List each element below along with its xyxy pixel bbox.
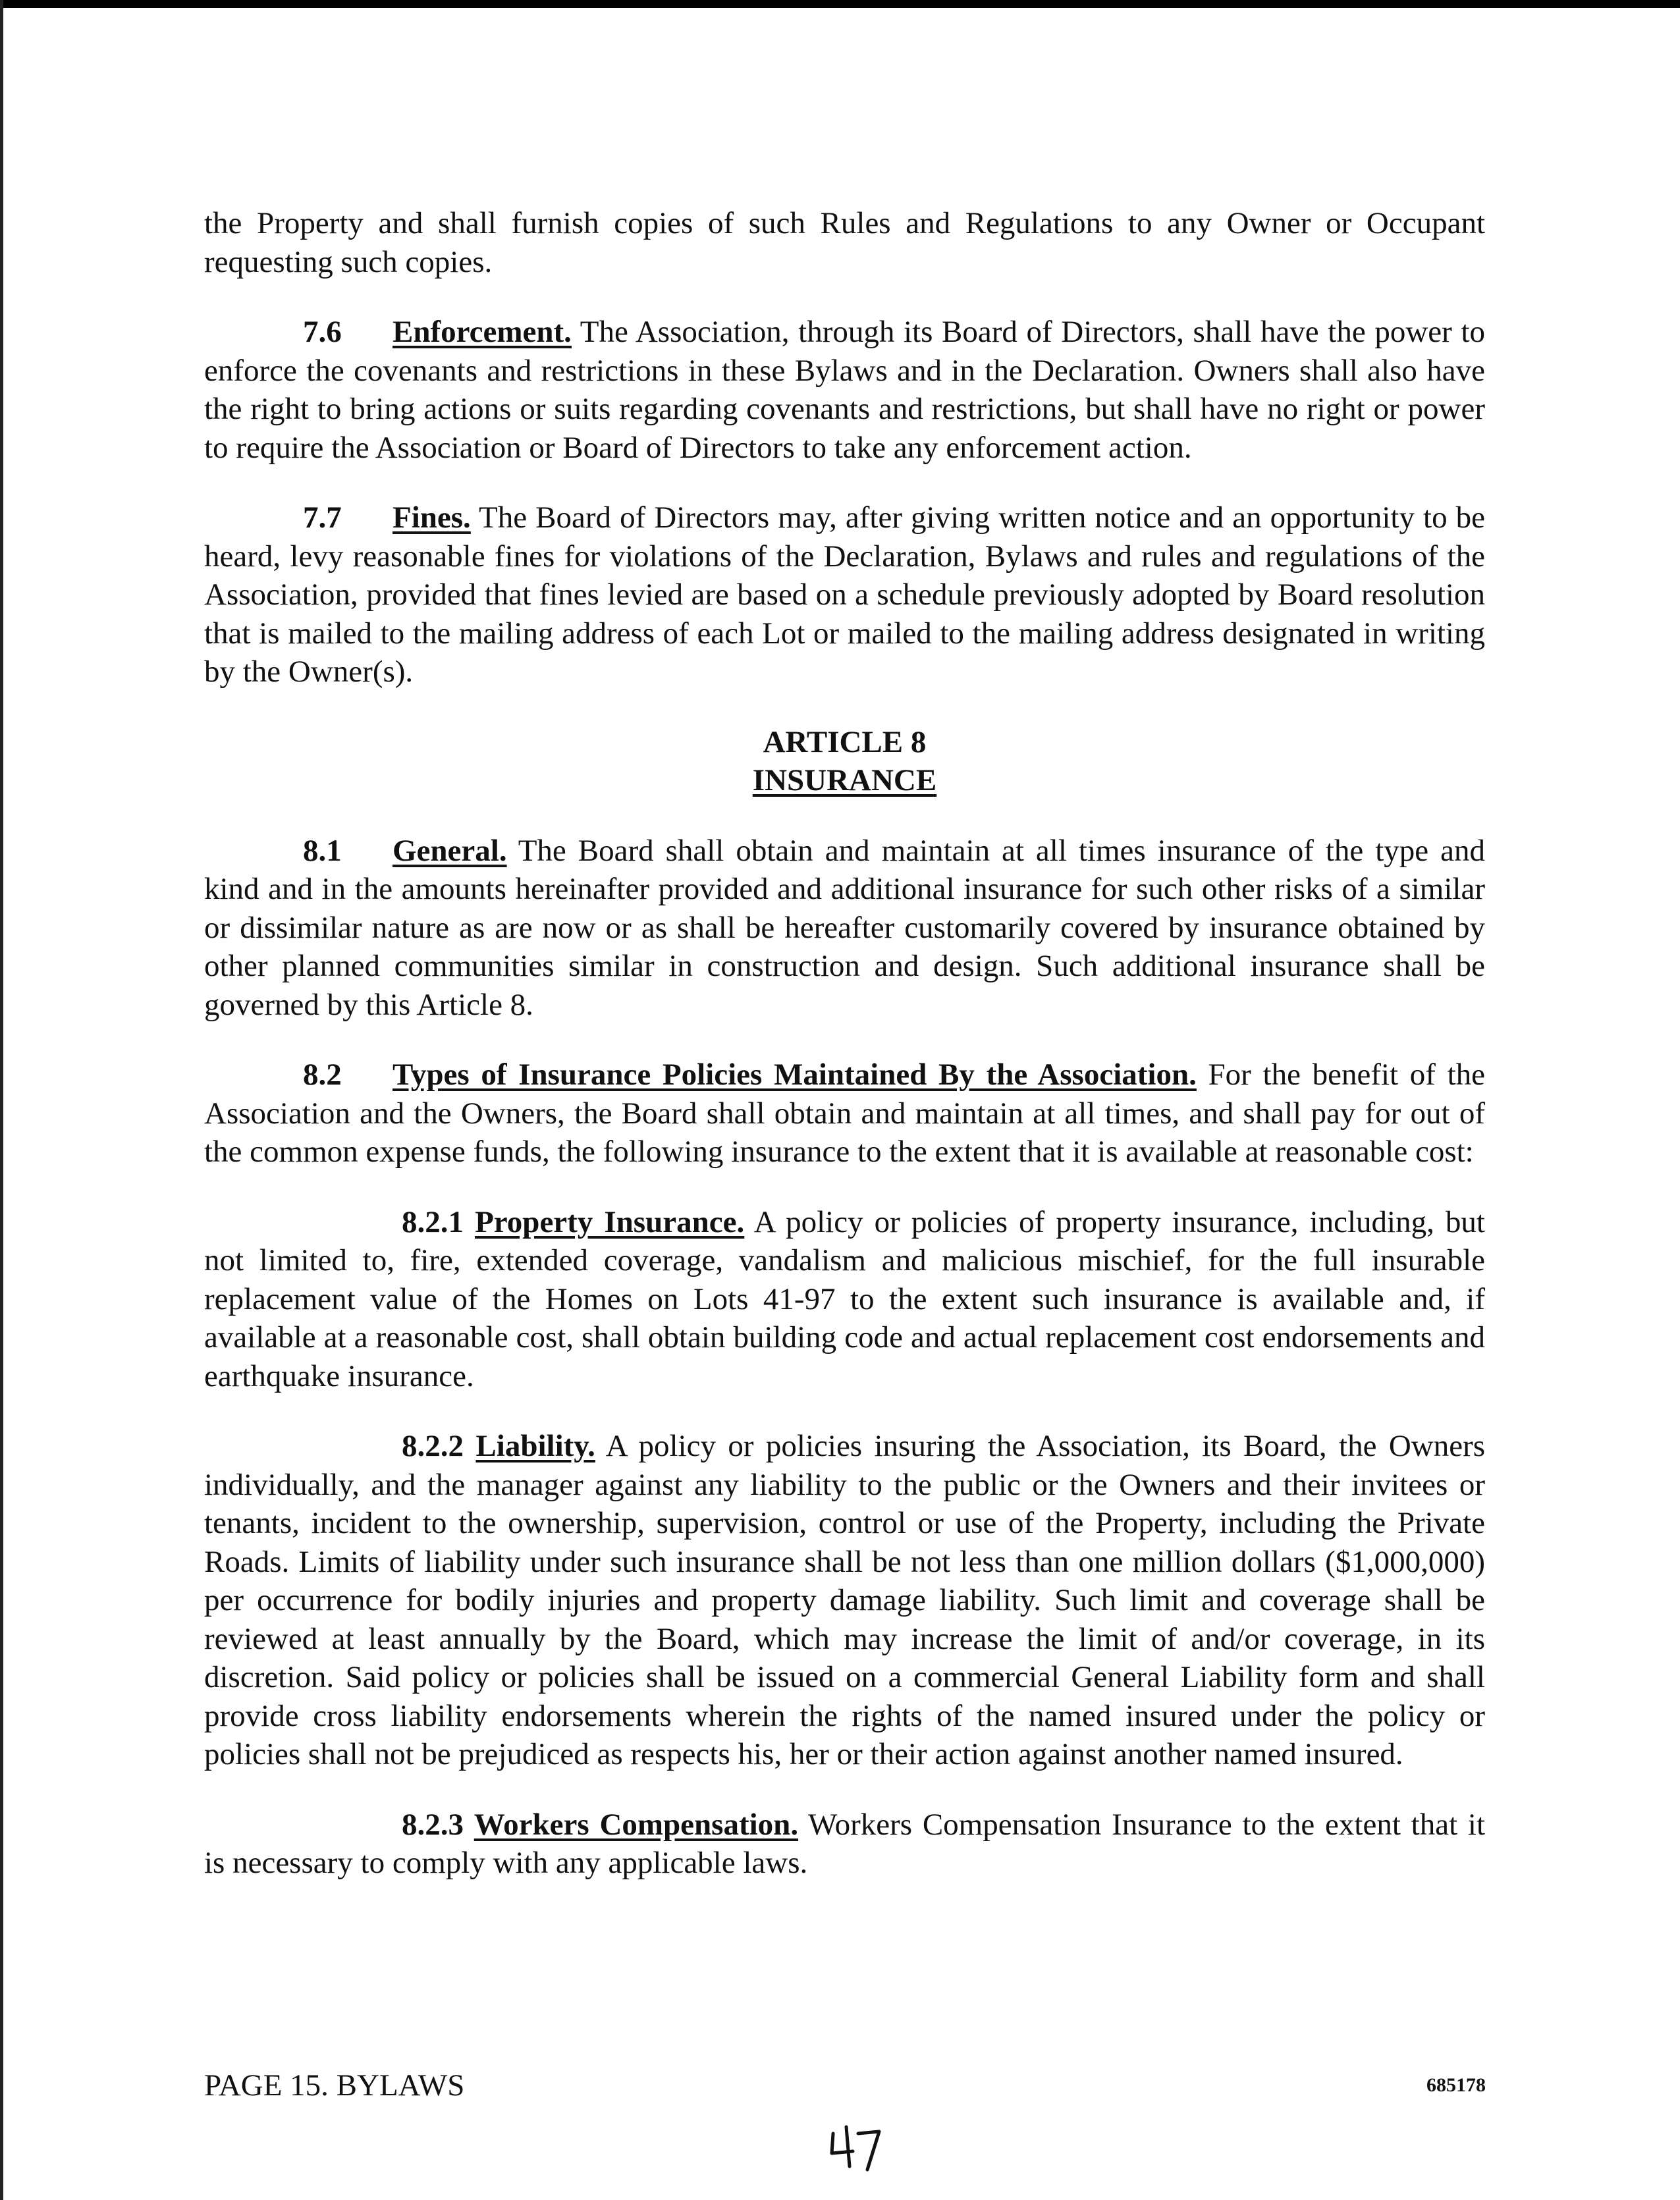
section-heading: Workers Compensation.: [474, 1807, 799, 1842]
section-number: 7.7: [303, 500, 342, 535]
article-label: ARTICLE 8: [763, 724, 927, 759]
section-heading: Types of Insurance Policies Maintained By the Association.: [393, 1058, 1197, 1092]
page-top-border: [0, 0, 1680, 8]
section-number: 8.2.3: [402, 1807, 464, 1842]
section-heading: General.: [393, 833, 507, 868]
section-number: 8.2.2: [402, 1429, 464, 1463]
section-number: 8.2: [303, 1058, 342, 1092]
section-8-2-1: [204, 1203, 1485, 1396]
section-text: For the benefit of the Association and the Owners, the Board shall obtain and maintain at all times, and shall pay for out of the common expense funds, the following insurance to the extent that it is available at reasonable cost:: [204, 1058, 1486, 1169]
section-8-2-3: [204, 1806, 1485, 1883]
section-8-2: [204, 1056, 1485, 1171]
section-number: 7.6: [303, 315, 342, 349]
page-left-edge: [0, 0, 3, 2200]
footer-page-label: PAGE 15. BYLAWS: [204, 2068, 465, 2103]
article-title: INSURANCE: [752, 763, 937, 797]
section-heading: Liability.: [475, 1429, 595, 1463]
article-heading: [204, 723, 1485, 800]
continuation-paragraph: the Property and shall furnish copies of such Rules and Regulations to any Owner or Occupant requesting such copies.: [204, 206, 1485, 279]
section-text: Workers Compensation Insurance to the extent that it is necessary to comply with any applicable laws.: [204, 1807, 1486, 1880]
section-text: A policy or policies insuring the Association, its Board, the Owners individually, and the manager against any liability to the public or the Owners and their invitees or tenants, incident to the ownership, supervision, control or use of the Property, including the Private Roads. Limits of liability under such insurance shall be not less than one million dollars ($1,000,000) per occurrence for bodily injuries and property damage liability. Such limit and coverage shall be reviewed at least annually by the Board, which may increase the limit of and/or coverage, in its discretion. Said policy or policies shall be issued on a commercial General Liability form and shall provide cross liability endorsements wherein the rights of the named insured under the policy or policies shall not be prejudiced as respects his, her or their action against another named insured.: [204, 1429, 1486, 1771]
section-heading: Enforcement.: [393, 315, 572, 349]
footer-document-number: 685178: [1426, 2074, 1486, 2096]
section-heading: Property Insurance.: [475, 1204, 745, 1239]
section-7-7: [204, 498, 1485, 691]
section-text: A policy or policies of property insurance, including, but not limited to, fire, extended coverage, vandalism and malicious mischief, for the full insurable replacement value of the Homes on Lots 41-97 to the extent such insurance is available and, if available at a reasonable cost, shall obtain building code and actual replacement cost endorsements and earthquake insurance.: [204, 1204, 1485, 1393]
section-7-6: [204, 313, 1485, 467]
section-number: 8.1: [303, 833, 342, 868]
section-text: The Board of Directors may, after giving written notice and an opportunity to be heard, levy reasonable fines for violations of the Declaration, Bylaws and rules and regulations of the Association, provided that fines levied are based on a schedule previously adopted by Board resolution that is mailed to the mailing address of each Lot or mailed to the mailing address designated in writing by the Owner(s).: [204, 500, 1485, 689]
section-number: 8.2.1: [402, 1204, 464, 1239]
section-text: The Board shall obtain and maintain at all times insurance of the type and kind and in the amounts hereinafter provided and additional insurance for such other risks of a similar or dissimilar nature as are now or as shall be hereafter customarily covered by insurance obtained by other planned communities similar in construction and design. Such additional insurance shall be governed by this Article 8.: [204, 833, 1485, 1022]
handwritten-page-number: [826, 2117, 886, 2176]
section-8-1: [204, 832, 1485, 1025]
section-text: The Association, through its Board of Directors, shall have the power to enforce the covenants and restrictions in these Bylaws and in the Declaration. Owners shall also have the right to bring actions or suits regarding covenants and restrictions, but shall have no right or power to require the Association or Board of Directors to take any enforcement action.: [204, 315, 1485, 465]
document-body: [204, 204, 1485, 1883]
section-8-2-2: [204, 1427, 1485, 1774]
section-heading: Fines.: [393, 500, 471, 535]
